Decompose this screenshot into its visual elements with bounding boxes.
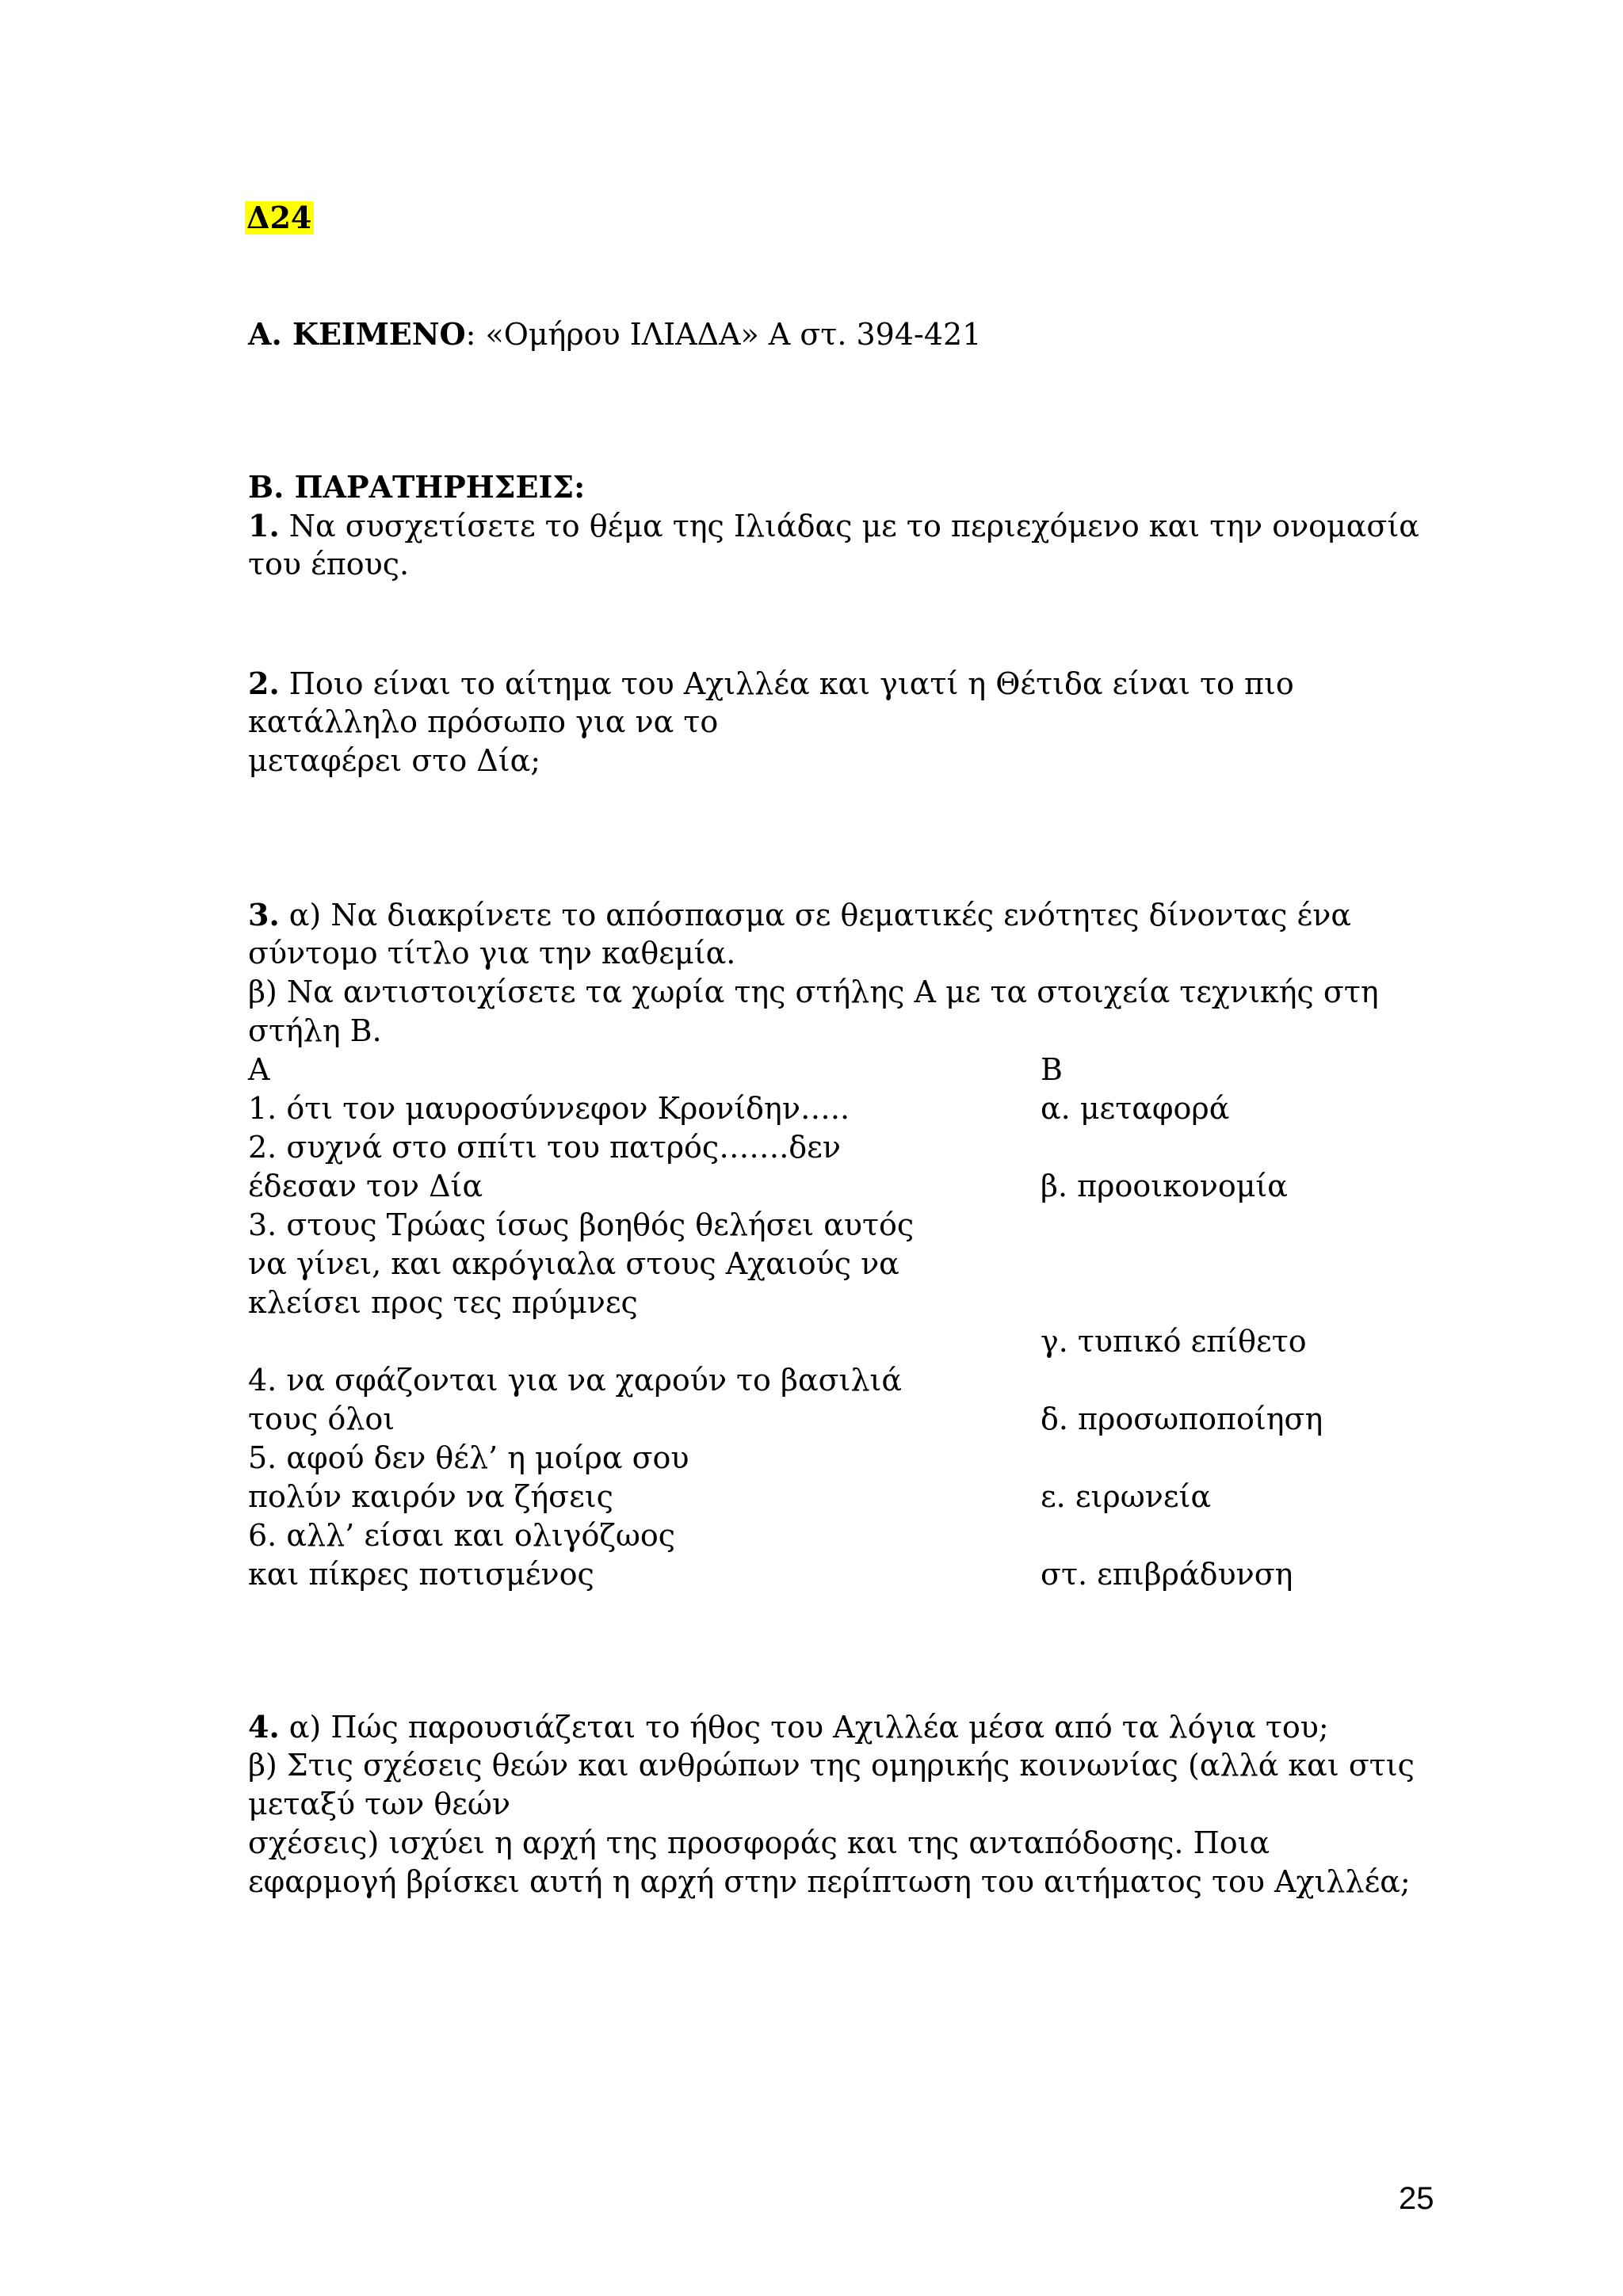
matching-row — [248, 1245, 1379, 1283]
question-3-block — [248, 895, 1379, 1594]
matching-row — [248, 1206, 1379, 1245]
matching-table — [248, 1051, 1379, 1594]
matching-row — [248, 1128, 1379, 1167]
matching-row — [248, 1089, 1379, 1128]
matching-row — [248, 1555, 1379, 1594]
matching-left-cell: 6. αλλ’ είσαι και ολιγόζωος — [248, 1518, 676, 1553]
matching-left-cell-empty — [248, 1322, 1041, 1361]
matching-row — [248, 1361, 1379, 1400]
question-2-text: Ποιο είναι το αίτημα του Αχιλλέα και γιατί η Θέτιδα είναι το πιο — [288, 666, 1294, 701]
question-3-line-3: β) Να αντιστοιχίσετε τα χωρία της στήλης Α με τα στοιχεία τεχνικής στη — [248, 974, 1379, 1009]
matching-left-cell: 4. να σφάζονται για να χαρούν το βασιλιά — [248, 1363, 903, 1398]
question-2-number: 2. — [248, 666, 280, 701]
exercise-code-line — [248, 199, 314, 238]
matching-row — [248, 1167, 1379, 1206]
question-3-text: α) Να διακρίνετε το απόσπασμα σε θεματικές ενότητες δίνοντας ένα — [288, 898, 1351, 933]
matching-left-cell: 2. συχνά στο σπίτι του πατρός…….δεν — [248, 1130, 841, 1165]
question-1-number: 1. — [248, 508, 280, 543]
matching-left-cell: 5. αφού δεν θέλ’ η μοίρα σου — [248, 1440, 689, 1475]
matching-row — [248, 1322, 1379, 1361]
column-a-header: Α — [248, 1052, 270, 1087]
source-line — [248, 315, 981, 353]
question-4-text: α) Πώς παρουσιάζεται το ήθος του Αχιλλέα μέσα από τα λόγια του; — [288, 1710, 1329, 1745]
matching-left-cell: 3. στους Τρώας ίσως βοηθός θελήσει αυτός — [248, 1207, 915, 1242]
matching-header-row — [248, 1051, 1379, 1089]
matching-row — [248, 1400, 1379, 1439]
question-1-line-1 — [248, 506, 1419, 545]
matching-left-cell: τους όλοι — [248, 1402, 395, 1436]
observations-block — [248, 467, 1419, 584]
question-2-line-1 — [248, 664, 1294, 703]
question-4-line-1 — [248, 1707, 1415, 1746]
question-2-line-3: μεταφέρει στο Δία; — [248, 743, 541, 778]
question-2-block — [248, 664, 1294, 780]
question-1-line-2: του έπους. — [248, 547, 410, 582]
observations-heading: Β. ΠΑΡΑΤΗΡΗΣΕΙΣ: — [248, 469, 586, 505]
question-4-line-2: β) Στις σχέσεις θεών και ανθρώπων της ομηρικής κοινωνίας (αλλά και στις — [248, 1748, 1415, 1783]
matching-left-cell: 1. ότι τον μαυροσύννεφον Κρονίδην….. — [248, 1091, 850, 1126]
matching-right-cell: δ. προσωποποίηση — [1041, 1402, 1323, 1436]
matching-right-cell: γ. τυπικό επίθετο — [1041, 1324, 1307, 1359]
question-4-line-3: μεταξύ των θεών — [248, 1787, 511, 1821]
matching-left-cell: και πίκρες ποτισμένος — [248, 1557, 594, 1592]
question-3-line-2: σύντομο τίτλο για την καθεμία. — [248, 936, 736, 971]
matching-left-cell: κλείσει προς τες πρύμνες — [248, 1285, 638, 1320]
matching-left-cell: έδεσαν τον Δία — [248, 1169, 483, 1203]
exercise-code-block — [248, 199, 314, 238]
matching-right-cell: β. προοικονομία — [1041, 1169, 1288, 1203]
question-3-line-4: στήλη Β. — [248, 1013, 382, 1048]
matching-row — [248, 1516, 1379, 1555]
matching-right-cell: στ. επιβράδυνση — [1041, 1557, 1293, 1592]
question-3-line-1 — [248, 895, 1379, 934]
question-2-line-2: κατάλληλο πρόσωπο για να το — [248, 704, 719, 739]
question-4-line-4: σχέσεις) ισχύει η αρχή της προσφοράς και της ανταπόδοσης. Ποια — [248, 1825, 1270, 1860]
matching-right-cell: α. μεταφορά — [1041, 1091, 1230, 1126]
matching-row — [248, 1478, 1379, 1516]
question-4-block — [248, 1707, 1415, 1901]
question-3-number: 3. — [248, 897, 280, 933]
matching-row — [248, 1439, 1379, 1478]
question-1-text: Να συσχετίσετε το θέμα της Ιλιάδας με το περιεχόμενο και την ονομασία — [288, 509, 1419, 543]
matching-row — [248, 1283, 1379, 1322]
matching-right-cell: ε. ειρωνεία — [1041, 1479, 1212, 1514]
question-4-line-5: εφαρμογή βρίσκει αυτή η αρχή στην περίπτωση του αιτήματος του Αχιλλέα; — [248, 1864, 1411, 1899]
exercise-code: Δ24 — [245, 201, 314, 235]
matching-left-cell: πολύν καιρόν να ζήσεις — [248, 1479, 613, 1514]
source-label: Α. ΚΕΙΜΕΝΟ — [248, 316, 466, 352]
column-b-header: Β — [1041, 1052, 1063, 1087]
source-block — [248, 315, 981, 353]
question-4-number: 4. — [248, 1709, 280, 1745]
source-text: : «Ομήρου ΙΛΙΑΔΑ» Α στ. 394-421 — [465, 317, 982, 352]
matching-left-cell: να γίνει, και ακρόγιαλα στους Αχαιούς να — [248, 1246, 899, 1281]
page-number: 25 — [1399, 2181, 1434, 2216]
